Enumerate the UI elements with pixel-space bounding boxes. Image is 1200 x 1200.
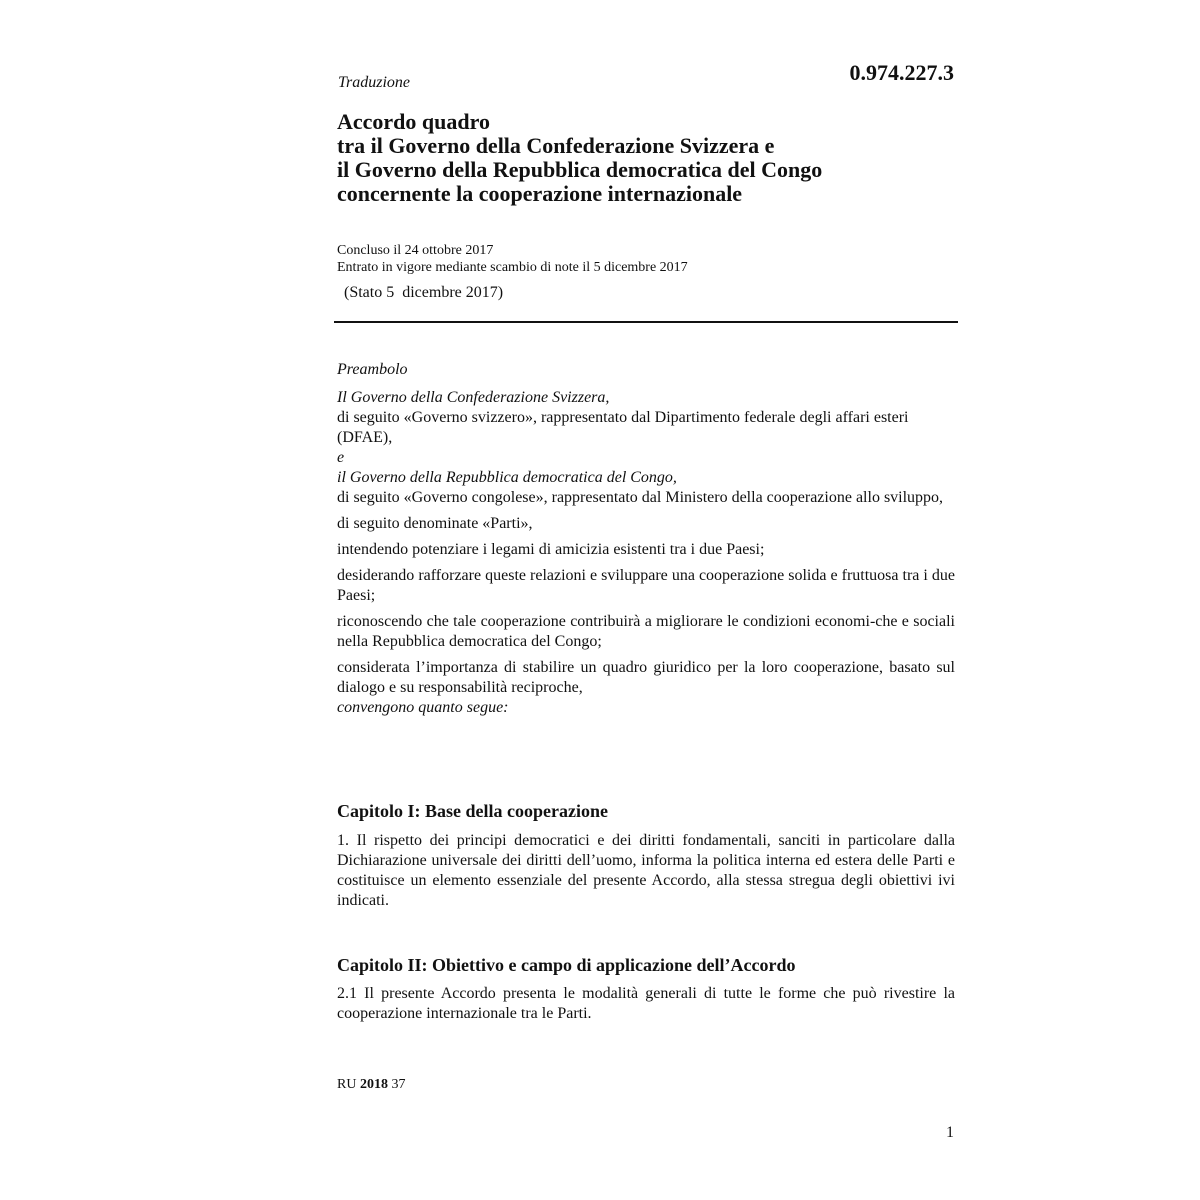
page-number: 1 [946,1124,954,1141]
chapter-1-text: 1. Il rispetto dei principi democratici e dei diritti fondamentali, sanciti in particolare dalla Dichiarazione universale dei diritti dell’uomo, informa la politica interna ed estera delle Parti e costituisce un elemento essenziale del presente Accordo, alla stessa stregua degli obiettivi ivi indicati. [337,832,955,909]
ro-prefix: RU [337,1077,357,1092]
swiss-government-description: di seguito «Governo svizzero», rappresentato dal Dipartimento federale degli affari esteri (DFAE), [337,409,909,446]
document-title [337,110,977,206]
translation-label: Traduzione [338,74,411,91]
conjunction: e [337,449,345,466]
sr-number: 0.974.227.3 [849,60,954,85]
entry-into-force-date: Entrato in vigore mediante scambio di note il 5 dicembre 2017 [337,259,688,275]
swiss-government: Il Governo della Confederazione Svizzera, [337,389,610,406]
recital: desiderando rafforzare queste relazioni e sviluppare una cooperazione solida e fruttuosa tra i due Paesi; [337,567,955,604]
status-date: (Stato 5 dicembre 2017) [340,284,504,301]
dates-block [337,243,688,276]
recital: considerata l’importanza di stabilire un quadro giuridico per la loro cooperazione, basato sul dialogo e su responsabilità reciproche, [337,659,955,696]
preamble-body [337,388,955,718]
ro-year: 2018 [359,1077,388,1092]
chapter-2-text: 2.1 Il presente Accordo presenta le modalità generali di tutte le forme che può rivestire la cooperazione internazionale tra le Parti. [337,985,955,1022]
preamble-conclusion: convengono quanto segue: [337,699,509,716]
parties-definition: di seguito denominate «Parti», [337,515,533,532]
header-divider [334,321,958,323]
recital: riconoscendo che tale cooperazione contribuirà a migliorare le condizioni economi-che e sociali nella Repubblica democratica del Congo; [337,613,955,650]
title-line: il Governo della Repubblica democratica del Congo [337,157,823,182]
chapter-1-heading: Capitolo I: Base della cooperazione [337,801,608,821]
recital: intendendo potenziare i legami di amicizia esistenti tra i due Paesi; [337,541,765,558]
title-line: tra il Governo della Confederazione Svizzera e [337,133,775,158]
chapter-2-heading: Capitolo II: Obiettivo e campo di applicazione dell’Accordo [337,955,796,975]
preamble-heading: Preambolo [337,361,408,378]
title-line: Accordo quadro [337,109,490,134]
congo-government-description: di seguito «Governo congolese», rappresentato dal Ministero della cooperazione allo sviluppo, [337,489,944,506]
congo-government: il Governo della Repubblica democratica del Congo, [337,469,677,486]
official-compilation-reference [337,1077,405,1093]
concluded-date: Concluso il 24 ottobre 2017 [337,243,494,258]
title-line: concernente la cooperazione internazionale [337,181,743,206]
ro-page: 37 [391,1077,406,1092]
